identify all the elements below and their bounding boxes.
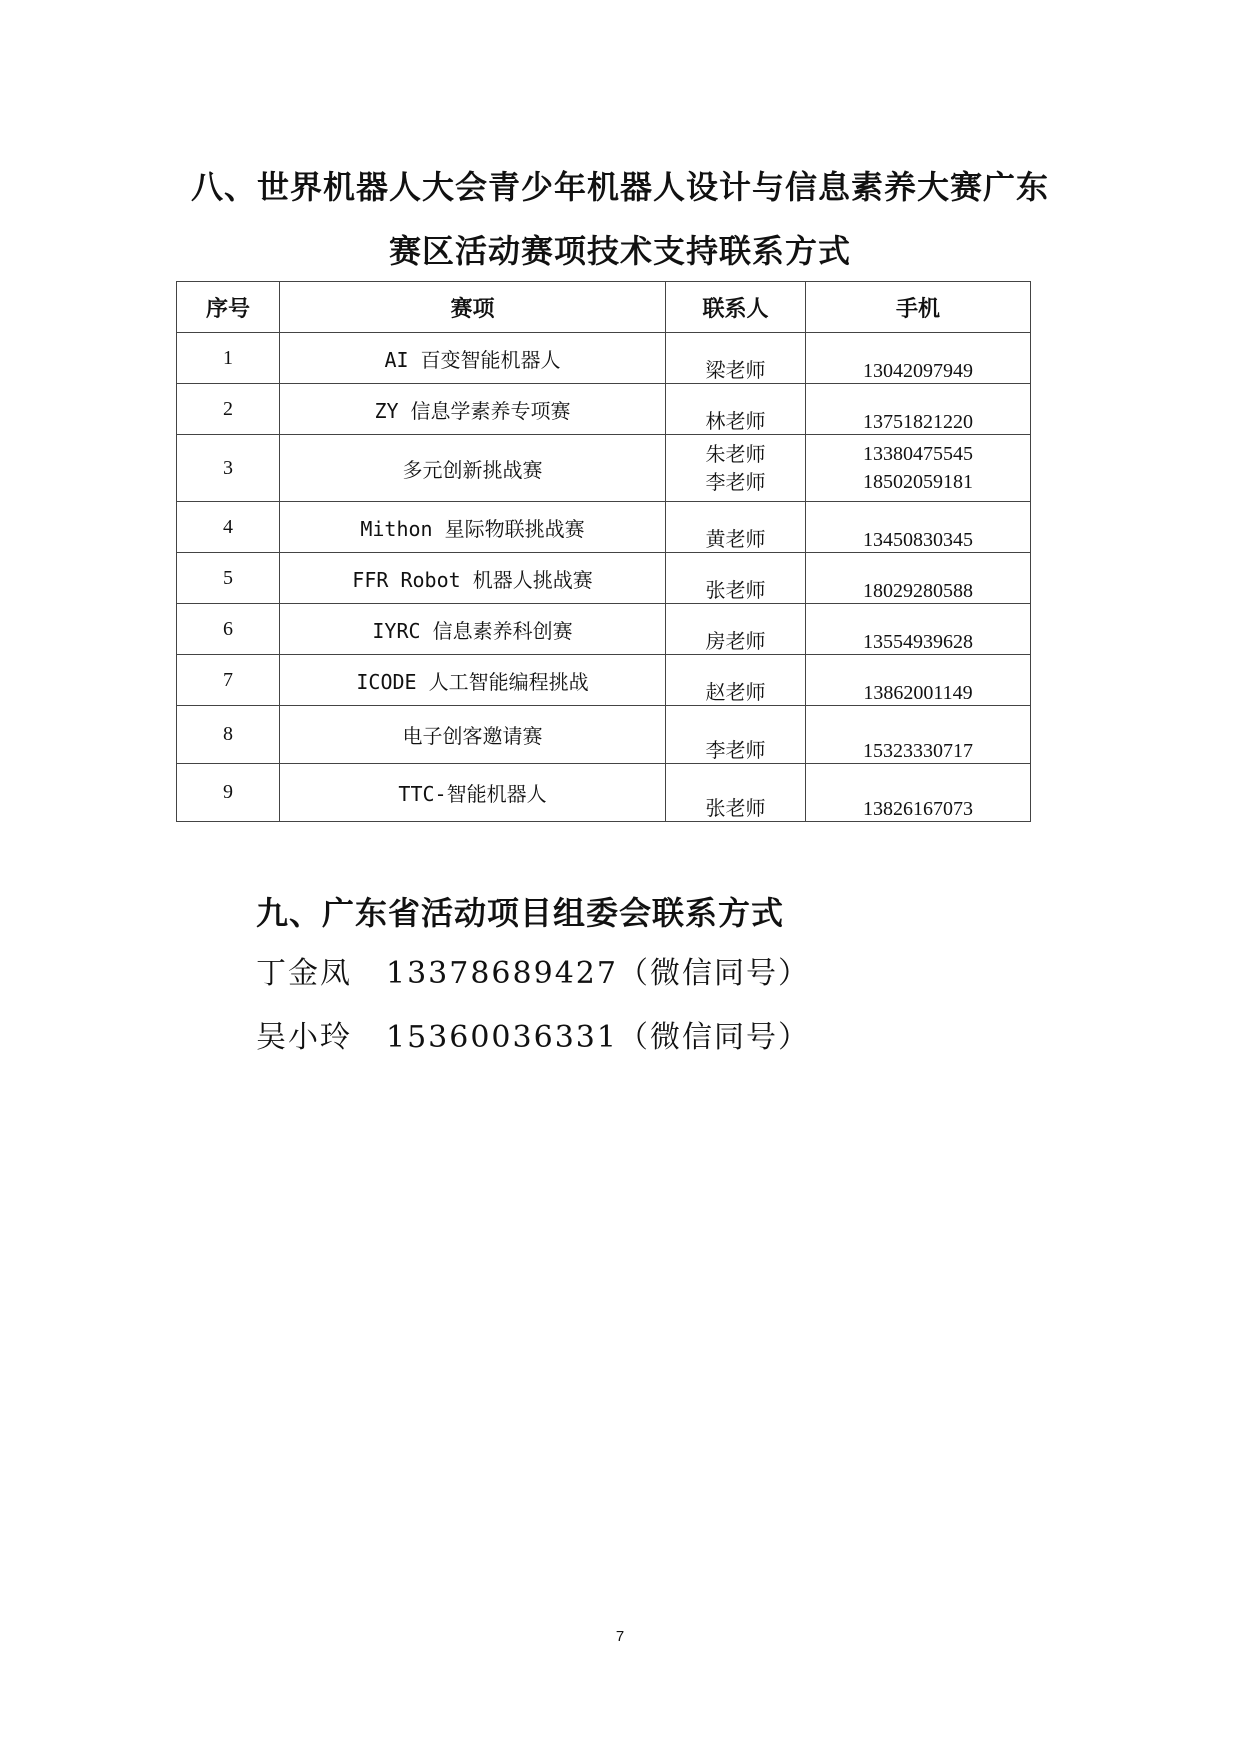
section-8-title-line-2: 赛区活动赛项技术支持联系方式 — [388, 232, 851, 270]
row-event: Mithon 星际物联挑战赛 — [280, 502, 666, 553]
row-phone: 13751821220 — [806, 384, 1031, 435]
row-no: 5 — [177, 553, 280, 604]
row-contact: 张老师 — [666, 764, 806, 822]
row-contact: 朱老师 — [705, 442, 766, 466]
row-contact: 赵老师 — [666, 655, 806, 706]
contact-name: 吴小玲 — [256, 1020, 352, 1055]
row-phone: 13554939628 — [806, 604, 1031, 655]
table-row — [177, 384, 1031, 435]
section-8-title-line-1: 八、世界机器人大会青少年机器人设计与信息素养大赛广东 — [190, 168, 1049, 206]
header-event: 赛项 — [280, 282, 666, 333]
row-contact: 李老师 — [705, 470, 766, 494]
row-event: IYRC 信息素养科创赛 — [280, 604, 666, 655]
row-contact: 黄老师 — [666, 502, 806, 553]
row-no: 2 — [177, 384, 280, 435]
section-9-title: 九、广东省活动项目组委会联系方式 — [256, 894, 785, 932]
tech-support-contact-table — [176, 281, 1031, 822]
row-event: FFR Robot 机器人挑战赛 — [280, 553, 666, 604]
row-contact: 李老师 — [666, 706, 806, 764]
organizer-contact — [256, 1012, 810, 1056]
row-no: 4 — [177, 502, 280, 553]
row-phone: 13042097949 — [806, 333, 1031, 384]
row-phones — [806, 435, 1031, 502]
table-row — [177, 333, 1031, 384]
row-contact: 张老师 — [666, 553, 806, 604]
row-phone: 13450830345 — [806, 502, 1031, 553]
header-no: 序号 — [177, 282, 280, 333]
organizer-contact — [256, 948, 810, 992]
row-contacts — [666, 435, 806, 502]
row-no: 1 — [177, 333, 280, 384]
row-no: 7 — [177, 655, 280, 706]
row-event: 多元创新挑战赛 — [280, 435, 666, 502]
row-phone: 13862001149 — [806, 655, 1031, 706]
row-phone: 13380475545 — [863, 443, 973, 465]
contact-detail: 13378689427（微信同号） — [386, 956, 810, 991]
row-no: 9 — [177, 764, 280, 822]
table-row — [177, 655, 1031, 706]
table-row — [177, 502, 1031, 553]
row-no: 6 — [177, 604, 280, 655]
row-event: ICODE 人工智能编程挑战 — [280, 655, 666, 706]
page-number: 7 — [615, 1628, 625, 1645]
table-row — [177, 553, 1031, 604]
row-phone: 18502059181 — [863, 471, 973, 493]
row-phone: 18029280588 — [806, 553, 1031, 604]
row-phone: 13826167073 — [806, 764, 1031, 822]
table-row — [177, 764, 1031, 822]
table-header-row — [177, 282, 1031, 333]
row-event: 电子创客邀请赛 — [280, 706, 666, 764]
table-row — [177, 604, 1031, 655]
row-event: ZY 信息学素养专项赛 — [280, 384, 666, 435]
header-phone: 手机 — [806, 282, 1031, 333]
contact-detail: 15360036331（微信同号） — [386, 1020, 810, 1055]
row-contact: 林老师 — [666, 384, 806, 435]
header-contact: 联系人 — [666, 282, 806, 333]
row-event: TTC-智能机器人 — [280, 764, 666, 822]
row-no: 8 — [177, 706, 280, 764]
contact-name: 丁金凤 — [256, 956, 352, 991]
row-event: AI 百变智能机器人 — [280, 333, 666, 384]
row-phone: 15323330717 — [806, 706, 1031, 764]
row-contact: 房老师 — [666, 604, 806, 655]
table-row — [177, 435, 1031, 502]
row-no: 3 — [177, 435, 280, 502]
row-contact: 梁老师 — [666, 333, 806, 384]
table-row — [177, 706, 1031, 764]
